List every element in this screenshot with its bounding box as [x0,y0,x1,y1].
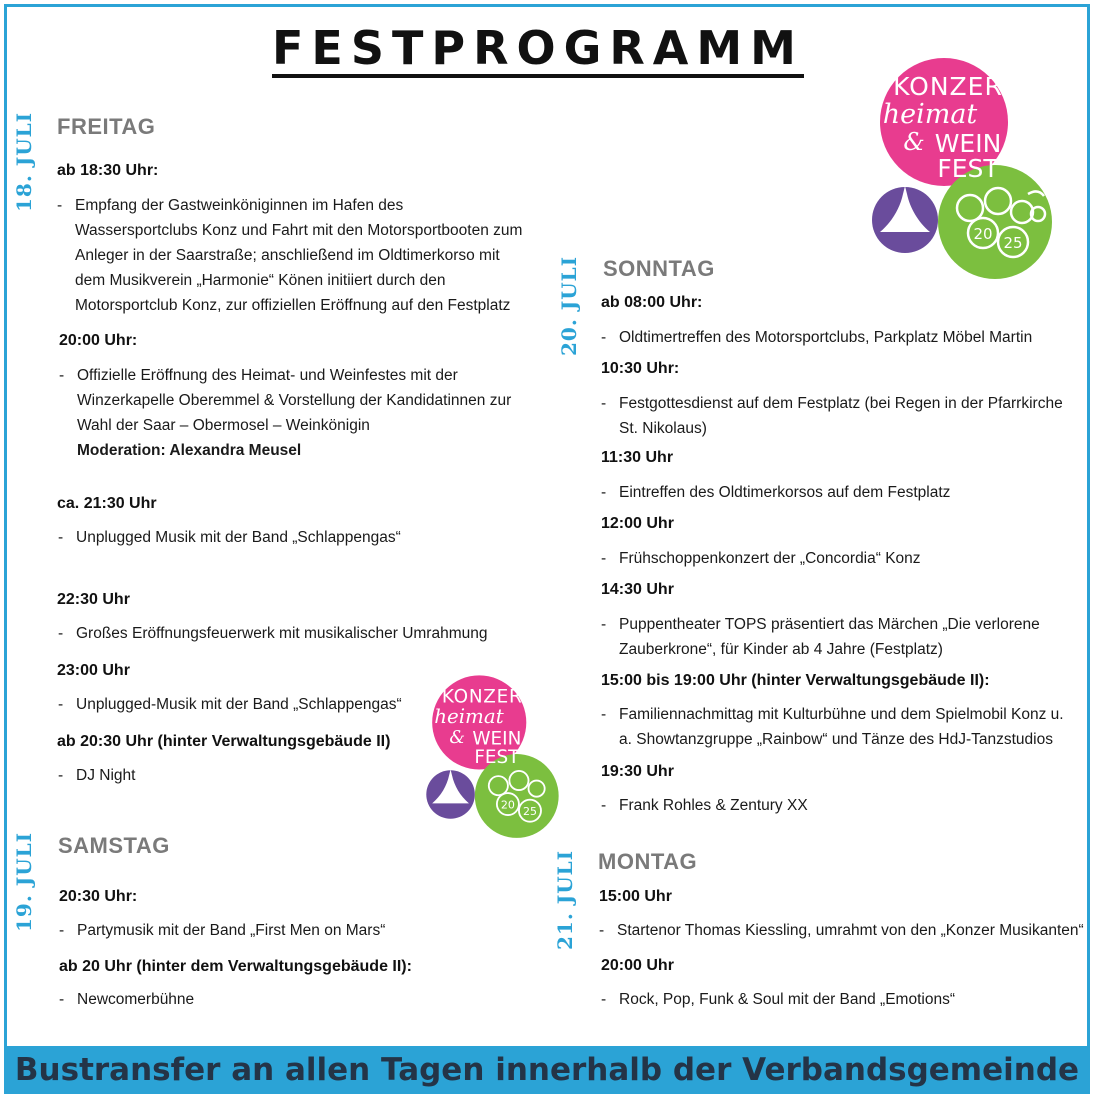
day-samstag: SAMSTAG [58,833,170,858]
logo-konzer: KONZER [893,72,1003,101]
program-item: - Großes Eröffnungsfeuerwerk mit musikalischer Umrahmung [58,625,488,642]
day-montag: MONTAG [598,849,698,874]
logo-small-year-b: 25 [522,805,537,819]
program-item: - Offizielle Eröffnung des Heimat- und Weinfestes mit der Winzerkapelle Oberemmel & Vorstellung der Kandidatinnen zur Wahl der Saar – Obermosel – Weinkönigin Moderation: Alexandra Meusel [59,367,512,459]
program-item: - Unplugged Musik mit der Band „Schlappengas“ [58,529,401,546]
bus-transfer-banner: Bustransfer an allen Tagen innerhalb der Verbandsgemeinde [4,1046,1090,1094]
program-item: - Startenor Thomas Kiessling, umrahmt von den „Konzer Musikanten“ [599,922,1084,939]
program-item: - Unplugged-Musik mit der Band „Schlappengas“ [58,696,402,713]
logo-small-wein: WEIN [472,728,522,750]
program-item: - DJ Night [58,767,136,784]
time-slot: ab 18:30 Uhr: [57,162,159,179]
date-samstag: 19. JULI [12,831,36,932]
logo-year-b: 25 [1003,234,1023,252]
program-item: - Oldtimertreffen des Motorsportclubs, Parkplatz Möbel Martin [601,329,1033,346]
moderation-note: Moderation: Alexandra Meusel [77,442,302,459]
time-slot: 20:30 Uhr: [59,888,138,905]
time-slot: 22:30 Uhr [57,591,130,608]
time-slot: 10:30 Uhr: [601,360,680,377]
time-slot: 20:00 Uhr: [59,332,138,349]
page-title: FESTPROGRAMM [272,22,804,78]
time-slot: 20:00 Uhr [601,957,674,974]
program-item: - Frank Rohles & Zentury XX [601,797,808,814]
festival-logo-small [416,658,566,856]
logo-small-heimat: heimat [434,705,504,729]
program-item: - Festgottesdienst auf dem Festplatz (bei Regen in der Pfarrkirche St. Nikolaus) [601,395,1063,437]
date-sonntag: 20. JULI [557,255,581,356]
logo-year-a: 20 [973,225,993,243]
logo-small-ampersand: & [449,728,466,749]
time-slot: ca. 21:30 Uhr [57,495,157,512]
program-item: - Eintreffen des Oldtimerkorsos auf dem Festplatz [601,484,951,501]
day-freitag: FREITAG [57,114,156,139]
time-slot: ab 08:00 Uhr: [601,294,703,311]
logo-heimat: heimat [882,99,978,130]
logo-ampersand: & [903,128,925,156]
festival-logo-large [858,56,1062,282]
program-item: - Partymusik mit der Band „First Men on Mars“ [59,922,386,939]
logo-small-konzer: KONZER [441,686,523,708]
program-item: - Newcomerbühne [59,991,195,1008]
program-item: - Puppentheater TOPS präsentiert das Märchen „Die verlorene Zauberkrone“, für Kinder ab 4 Jahre (Festplatz) [601,616,1040,658]
time-slot: 23:00 Uhr [57,662,130,679]
date-montag: 21. JULI [553,849,577,950]
time-slot: 15:00 Uhr [599,888,672,905]
time-slot: 15:00 bis 19:00 Uhr (hinter Verwaltungsgebäude II): [601,672,990,689]
program-item: - Frühschoppenkonzert der „Concordia“ Konz [601,550,921,567]
date-freitag: 18. JULI [12,111,36,212]
time-slot: 19:30 Uhr [601,763,674,780]
time-slot: ab 20:30 Uhr (hinter Verwaltungsgebäude II) [57,733,391,750]
logo-small-fest: FEST [474,746,520,768]
logo-fest: FEST [937,154,999,183]
time-slot: 14:30 Uhr [601,581,674,598]
logo-small-year-a: 20 [500,798,515,812]
time-slot: 12:00 Uhr [601,515,674,532]
program-item: - Familiennachmittag mit Kulturbühne und dem Spielmobil Konz u. a. Showtanzgruppe „Rainbow“ und Tänze des HdJ-Tanzstudios [601,706,1064,748]
program-item: - Empfang der Gastweinköniginnen im Hafen des Wassersportclubs Konz und Fahrt mit den Motorsportbooten zum Anleger in der Saarstraße; anschließend im Oldtimerkorso mit dem Musikverein „Harmonie“ Könen initiiert durch den Motorsportclub Konz, zur offiziellen Eröffnung auf den Festplatz [57,197,523,314]
day-sonntag: SONNTAG [603,256,715,281]
program-item: - Rock, Pop, Funk & Soul mit der Band „Emotions“ [601,991,955,1008]
logo-wein: WEIN [934,129,1002,158]
time-slot: 11:30 Uhr [601,449,674,466]
time-slot: ab 20 Uhr (hinter dem Verwaltungsgebäude II): [59,958,412,975]
